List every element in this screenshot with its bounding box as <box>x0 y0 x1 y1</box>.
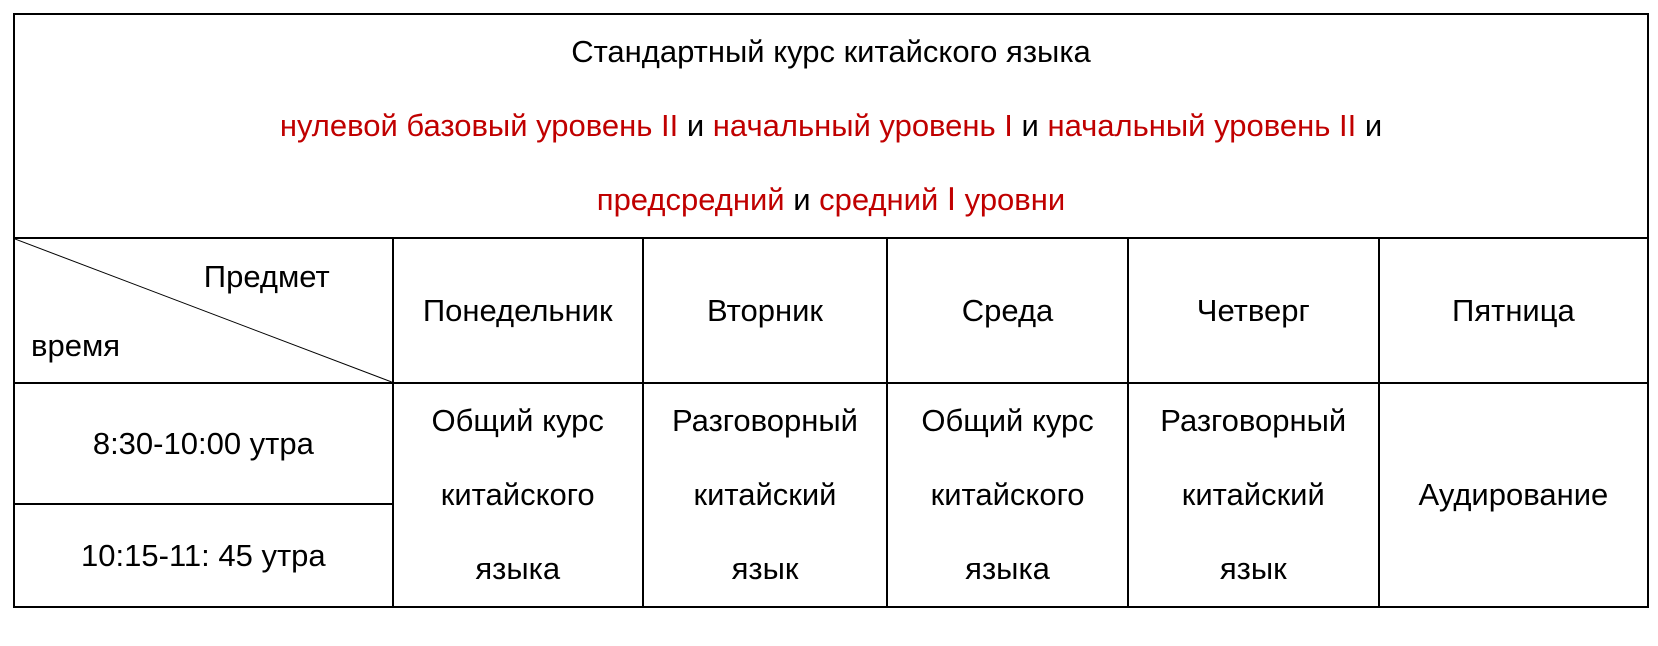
subject-line: китайский <box>1181 477 1325 512</box>
subject-line: Разговорный <box>672 403 858 438</box>
subject-wednesday <box>887 383 1127 607</box>
subject-monday <box>393 383 643 607</box>
title-line-2 <box>15 89 1647 163</box>
subject-line: китайский <box>693 477 837 512</box>
subject-line: языка <box>475 551 561 586</box>
corner-subject-label: Предмет <box>203 259 330 294</box>
day-header-friday: Пятница <box>1379 238 1648 383</box>
conjunction: и <box>1012 108 1048 143</box>
corner-header-cell <box>14 238 393 383</box>
subject-line: Аудирование <box>1418 477 1609 512</box>
day-header-tuesday: Вторник <box>643 238 888 383</box>
subject-line: Разговорный <box>1160 403 1347 438</box>
subject-line: языка <box>965 551 1050 586</box>
subject-line: язык <box>1219 551 1287 586</box>
conjunction: и <box>1356 108 1383 143</box>
subject-thursday <box>1128 383 1379 607</box>
subject-tuesday <box>643 383 888 607</box>
schedule-table <box>13 13 1649 608</box>
day-header-thursday: Четверг <box>1128 238 1379 383</box>
time-slot-1: 8:30-10:00 утра <box>14 383 393 504</box>
title-line-1: Стандартный курс китайского языка <box>571 34 1091 69</box>
subject-line: Общий курс <box>431 403 604 438</box>
subject-friday <box>1379 383 1648 607</box>
subject-line: Общий курс <box>921 403 1094 438</box>
level-zero-basic-2: нулевой базовый уровень II <box>279 108 679 143</box>
subject-line: китайского <box>930 477 1085 512</box>
conjunction: и <box>678 108 713 143</box>
day-header-monday: Понедельник <box>393 238 643 383</box>
day-header-wednesday: Среда <box>887 238 1127 383</box>
level-beginner-1: начальный уровень I <box>712 108 1013 143</box>
conjunction: и <box>784 182 820 217</box>
time-slot-2: 10:15-11: 45 утра <box>14 504 393 607</box>
subject-line: китайского <box>440 477 595 512</box>
subject-line: язык <box>731 551 799 586</box>
level-intermediate-1: средний Ⅰ уровни <box>819 182 1066 217</box>
level-pre-intermediate: предсредний <box>596 182 785 217</box>
corner-time-label: время <box>31 328 121 363</box>
title-line-3 <box>15 163 1647 237</box>
level-beginner-2: начальный уровень II <box>1047 108 1357 143</box>
title-cell <box>14 14 1648 238</box>
